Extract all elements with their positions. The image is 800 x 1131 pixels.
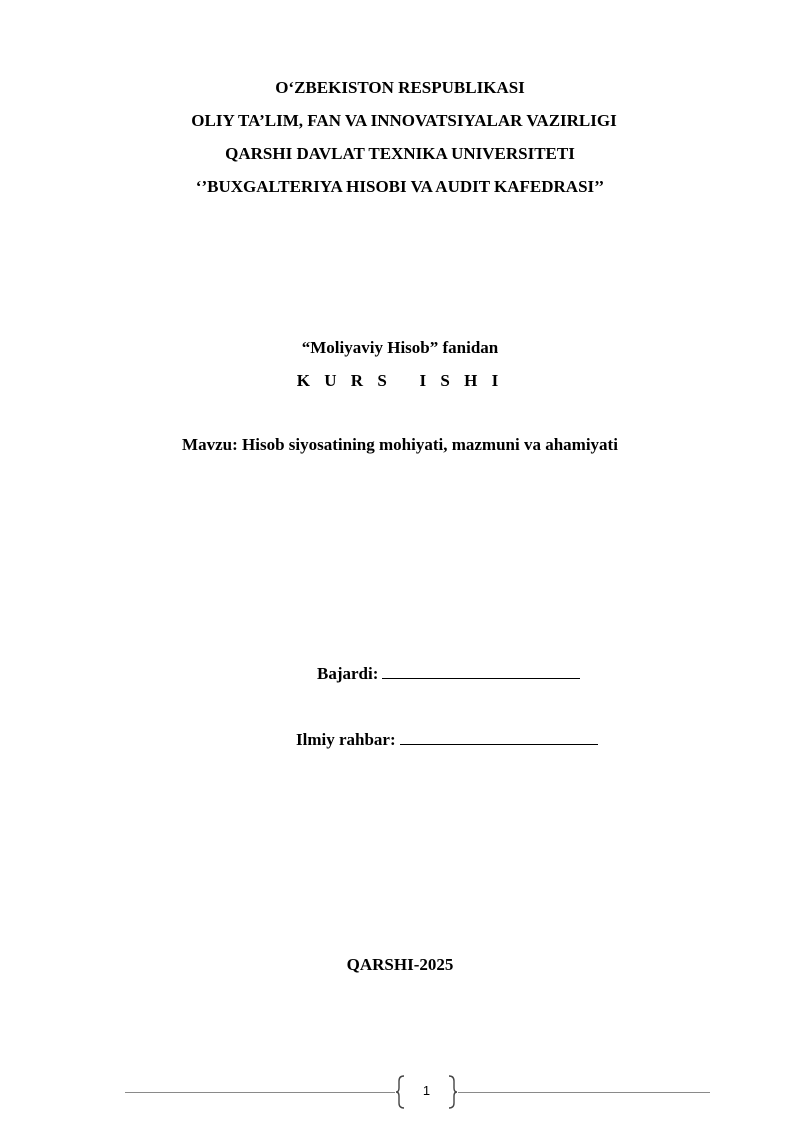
ministry-country-line: O‘ZBEKISTON RESPUBLIKASI (275, 78, 525, 97)
topic-line: Mavzu: Hisob siyosatining mohiyati, mazmuni va ahamiyati (182, 435, 618, 454)
page-footer (125, 1075, 710, 1111)
advisor-label: Ilmiy rahbar: (296, 730, 396, 749)
document-type-title: K U R S I S H I (296, 371, 504, 390)
left-brace-icon (395, 1075, 405, 1109)
right-brace-icon (448, 1075, 458, 1109)
performer-label: Bajardi: (317, 664, 379, 683)
footer-rule-right (458, 1092, 710, 1093)
subject-line: “Moliyaviy Hisob” fanidan (301, 338, 499, 357)
department-name-line: ‘’BUXGALTERIYA HISOBI VA AUDIT KAFEDRASI’’ (195, 177, 605, 196)
university-name-line: QARSHI DAVLAT TEXNIKA UNIVERSITETI (225, 144, 575, 163)
footer-rule-left (125, 1092, 395, 1093)
performer-blank-line (382, 662, 580, 679)
page-number: 1 (422, 1083, 431, 1098)
city-year-line: QARSHI-2025 (346, 955, 454, 974)
ministry-name-line: OLIY TA’LIM, FAN VA INNOVATSIYALAR VAZIRLIGI (191, 111, 617, 130)
performer-signature-row (317, 662, 580, 684)
advisor-blank-line (400, 728, 598, 745)
advisor-signature-row (296, 728, 598, 750)
